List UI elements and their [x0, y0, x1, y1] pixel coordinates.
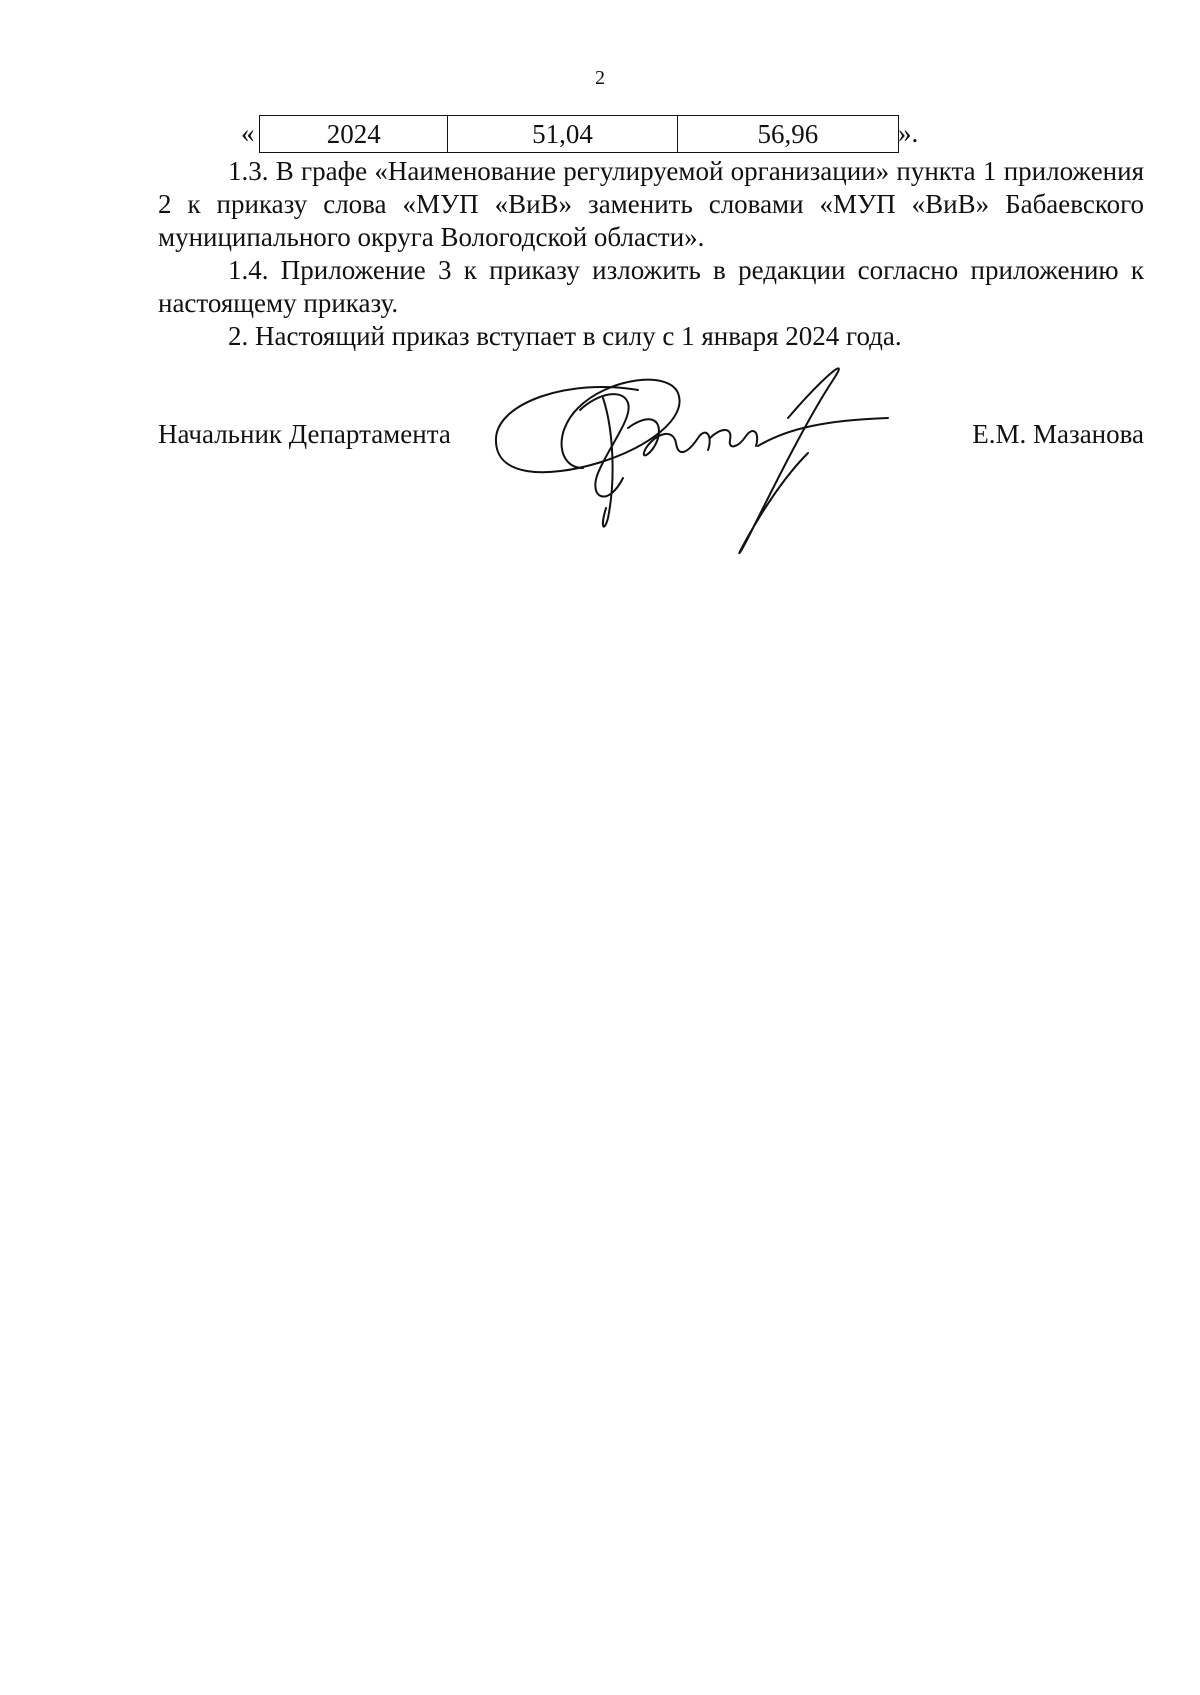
table-open-quote: « — [241, 118, 255, 148]
paragraph-1-4 — [158, 254, 1144, 320]
paragraph-2 — [158, 320, 1144, 353]
table-cell-value-2: 56,96 — [677, 116, 898, 152]
paragraph-1-3-text: 1.3. В графе «Наименование регулируемой организации» пункта 1 приложения 2 к приказу слова «МУП «ВиВ» заменить словами «МУП «ВиВ» Бабаевского муниципального округа Вологодской области». — [158, 156, 1144, 252]
table-cell-year: 2024 — [326, 119, 381, 149]
table-cell-value-1: 51,04 — [447, 116, 676, 152]
page-number: 2 — [595, 67, 605, 89]
tariff-table-row — [259, 115, 899, 153]
signatory-title: Начальник Департамента — [158, 419, 451, 449]
paragraph-1-3 — [158, 155, 1144, 254]
handwritten-signature — [488, 358, 908, 568]
paragraph-1-4-text: 1.4. Приложение 3 к приказу изложить в редакции согласно приложению к настоящему приказу. — [158, 255, 1144, 318]
paragraph-2-text: 2. Настоящий приказ вступает в силу с 1 января 2024 года. — [228, 321, 902, 351]
signatory-name: Е.М. Мазанова — [972, 419, 1144, 449]
table-close-quote: ». — [898, 118, 919, 148]
